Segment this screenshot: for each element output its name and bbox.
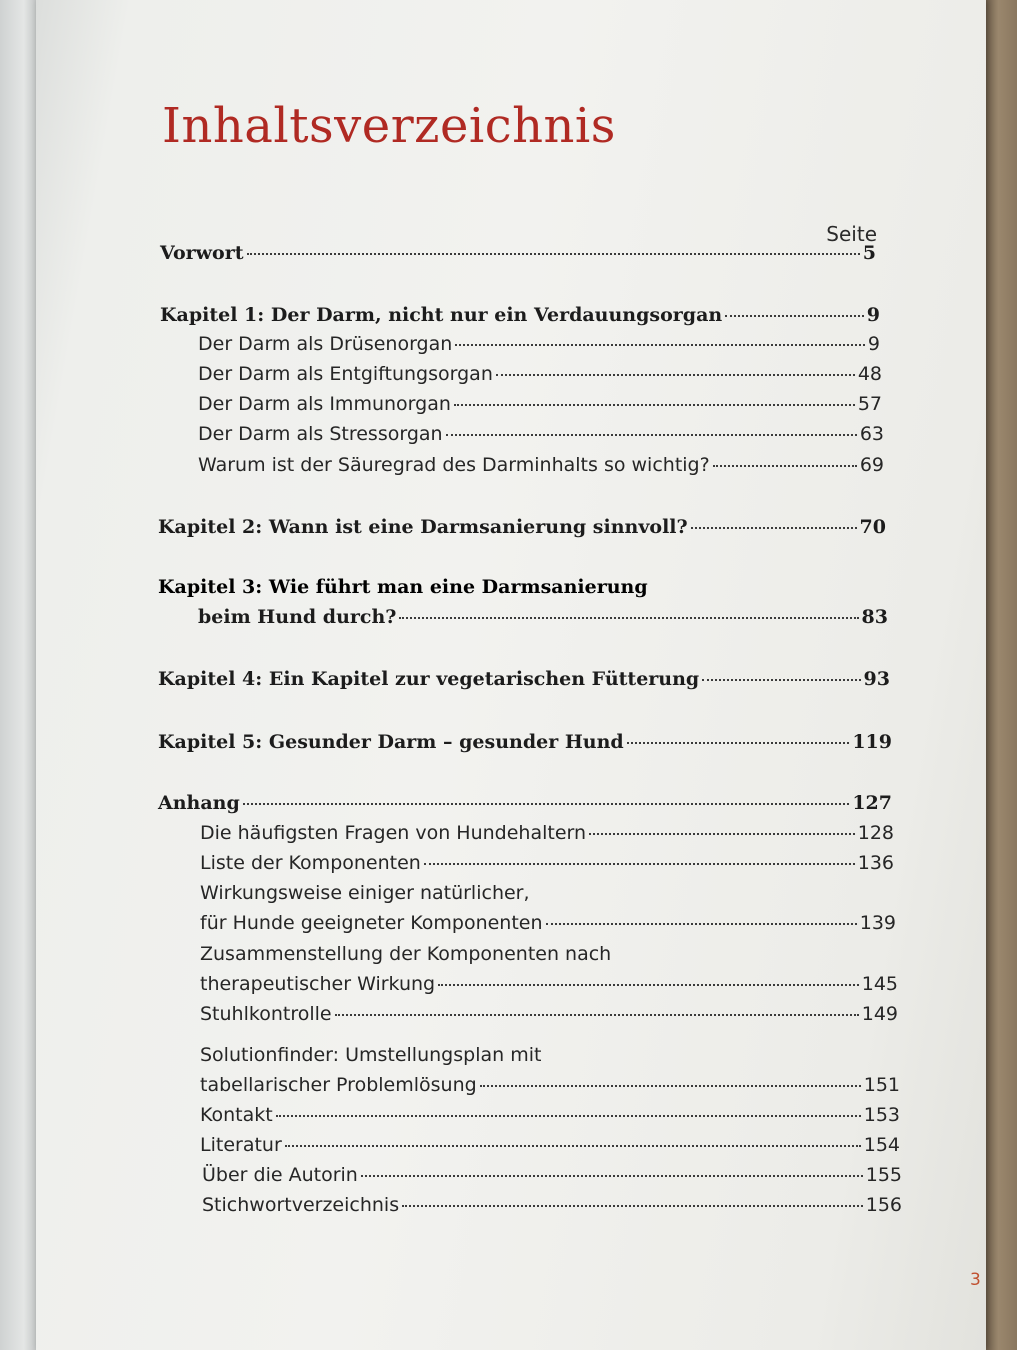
toc-subentry [198, 423, 884, 445]
toc-entry-label: Kapitel 2: Wann ist eine Darmsanierung sinnvoll? [158, 516, 688, 538]
toc-entry-page: 119 [852, 731, 892, 753]
adjacent-page-edge [0, 0, 40, 1350]
toc-entry-kapitel-3-line1: Kapitel 3: Wie führt man eine Darmsanierung [158, 576, 648, 598]
toc-subentry-line1: Wirkungsweise einiger natürlicher, [200, 882, 530, 904]
toc-entry-page: 127 [852, 792, 892, 814]
leader-dots [496, 374, 855, 376]
toc-entry-label: Über die Autorin [202, 1164, 358, 1186]
toc-entry-label: Kapitel 4: Ein Kapitel zur vegetarischen Fütterung [158, 668, 700, 690]
toc-subentry [200, 912, 896, 934]
toc-entry-page: 145 [861, 973, 898, 995]
toc-subentry [198, 333, 880, 355]
leader-dots [589, 833, 855, 835]
toc-entry-label: Der Darm als Immunorgan [198, 393, 451, 415]
leader-dots [247, 253, 860, 255]
toc-entry-label: Kontakt [200, 1104, 273, 1126]
table-surface [986, 0, 1017, 1350]
leader-dots [455, 344, 865, 346]
toc-entry-page: 155 [865, 1164, 902, 1186]
toc-entry-anhang [158, 792, 892, 814]
toc-entry-label: tabellarischer Problemlösung [200, 1074, 477, 1096]
toc-entry-page: 151 [863, 1074, 900, 1096]
toc-entry-kapitel-3 [198, 606, 888, 628]
toc-entry-label: Stuhlkontrolle [200, 1003, 332, 1025]
toc-subentry [198, 393, 882, 415]
toc-entry-page: 153 [863, 1104, 900, 1126]
toc-entry-label: Anhang [158, 792, 240, 814]
toc-subentry [200, 852, 894, 874]
toc-entry-page: 9 [867, 333, 880, 355]
leader-dots [243, 803, 850, 805]
leader-dots [446, 434, 857, 436]
toc-entry-kapitel-1 [160, 304, 880, 326]
leader-dots [702, 679, 860, 681]
toc-entry-label: Literatur [200, 1134, 282, 1156]
toc-entry-label: für Hunde geeigneter Komponenten [200, 912, 543, 934]
page-title: Inhaltsverzeichnis [162, 98, 616, 154]
toc-entry-page: 154 [863, 1134, 900, 1156]
toc-subentry-line1: Solutionfinder: Umstellungsplan mit [200, 1044, 542, 1066]
toc-entry-label: Stichwortverzeichnis [202, 1194, 400, 1216]
toc-subentry [200, 1074, 900, 1096]
leader-dots [438, 984, 859, 986]
toc-subentry [200, 822, 894, 844]
toc-entry-page: 139 [859, 912, 896, 934]
toc-subentry [200, 1134, 900, 1156]
toc-entry-kapitel-2 [158, 516, 886, 538]
page-number: 3 [970, 1270, 981, 1290]
toc-entry-page: 93 [863, 668, 890, 690]
leader-dots [546, 923, 857, 925]
toc-subentry-line1: Zusammenstellung der Komponenten nach [200, 943, 612, 965]
toc-entry-page: 149 [861, 1003, 898, 1025]
leader-dots [335, 1014, 859, 1016]
toc-entry-label: Der Darm als Entgiftungsorgan [198, 363, 493, 385]
toc-entry-page: 70 [859, 516, 886, 538]
toc-entry-page: 128 [857, 822, 894, 844]
leader-dots [402, 1205, 863, 1207]
toc-subentry [200, 973, 898, 995]
leader-dots [627, 742, 850, 744]
toc-entry-label: beim Hund durch? [198, 606, 397, 628]
toc-entry-page: 63 [859, 423, 884, 445]
toc-entry-kapitel-5 [158, 731, 892, 753]
toc-entry-label: Der Darm als Drüsenorgan [198, 333, 453, 355]
toc-entry-label: therapeutischer Wirkung [200, 973, 436, 995]
toc-entry-page: 136 [857, 852, 894, 874]
toc-subentry [198, 363, 882, 385]
leader-dots [691, 527, 857, 529]
leader-dots [713, 465, 857, 467]
toc-entry-page: 48 [857, 363, 882, 385]
toc-entry-label: Kapitel 1: Der Darm, nicht nur ein Verdauungsorgan [160, 304, 723, 326]
toc-entry-page: 69 [859, 454, 884, 476]
toc-entry-vorwort [160, 242, 876, 264]
leader-dots [361, 1175, 863, 1177]
toc-entry-label: Warum ist der Säuregrad des Darminhalts so wichtig? [198, 454, 710, 476]
toc-subentry [198, 454, 884, 476]
toc-entry-label: Kapitel 5: Gesunder Darm – gesunder Hund [158, 731, 624, 753]
leader-dots [276, 1115, 861, 1117]
seite-column-label: Seite [826, 222, 877, 246]
toc-entry-page: 9 [866, 304, 880, 326]
toc-entry-label: Liste der Komponenten [200, 852, 421, 874]
toc-entry-page: 83 [861, 606, 888, 628]
leader-dots [725, 315, 864, 317]
toc-entry-page: 5 [862, 242, 876, 264]
leader-dots [454, 404, 855, 406]
leader-dots [424, 863, 855, 865]
toc-subentry [200, 1104, 900, 1126]
leader-dots [480, 1085, 861, 1087]
toc-subentry [202, 1194, 902, 1216]
toc-subentry [200, 1003, 898, 1025]
leader-dots [399, 617, 858, 619]
toc-subentry [202, 1164, 902, 1186]
toc-entry-label: Die häufigsten Fragen von Hundehaltern [200, 822, 587, 844]
toc-entry-page: 57 [857, 393, 882, 415]
toc-entry-kapitel-4 [158, 668, 890, 690]
leader-dots [285, 1145, 861, 1147]
toc-entry-label: Der Darm als Stressorgan [198, 423, 443, 445]
toc-entry-page: 156 [865, 1194, 902, 1216]
toc-entry-label: Vorwort [160, 242, 244, 264]
